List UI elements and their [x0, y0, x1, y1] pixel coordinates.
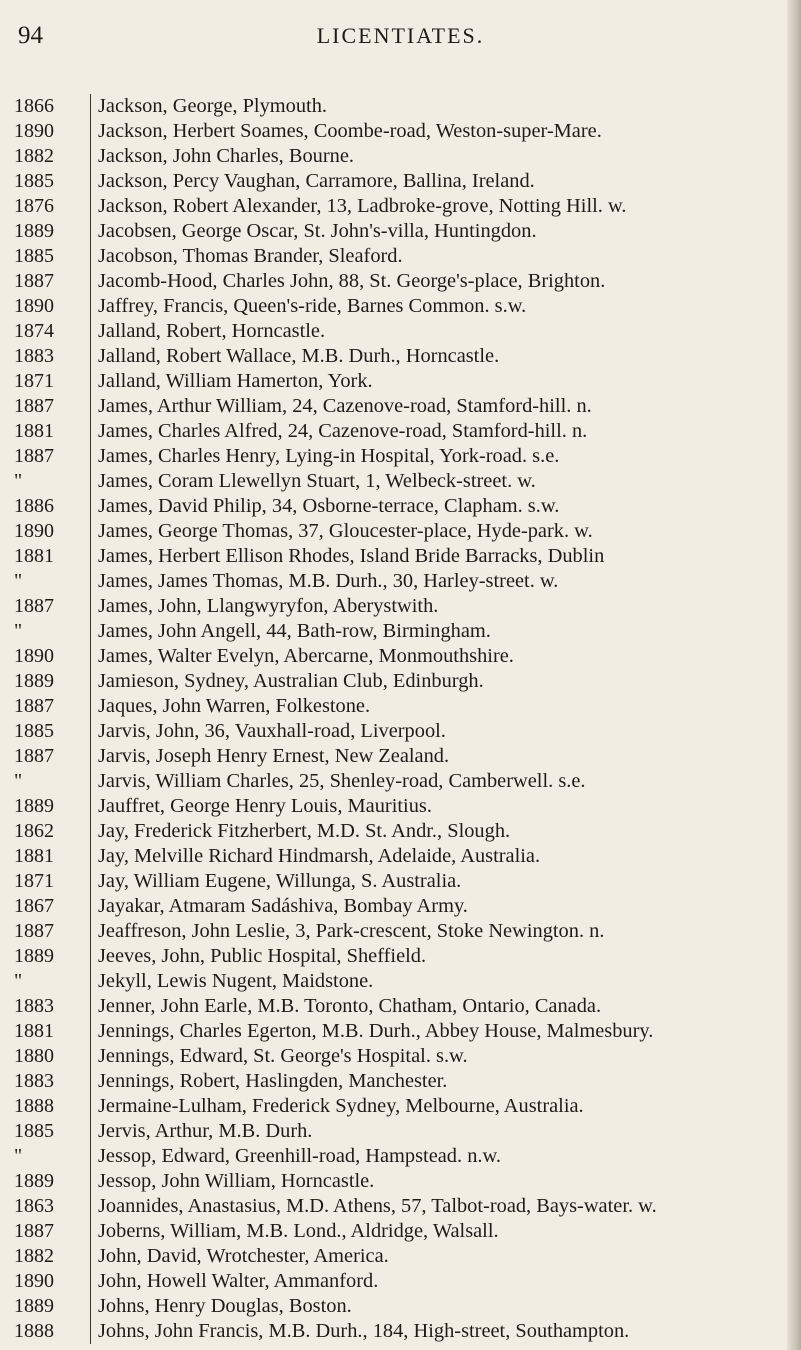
- list-item: [14, 469, 789, 494]
- entry-text: Joberns, William, M.B. Lond., Aldridge, Walsall.: [90, 1219, 789, 1244]
- list-item: [14, 544, 789, 569]
- list-item: [14, 219, 789, 244]
- list-item: [14, 169, 789, 194]
- entry-year: 1887: [14, 445, 54, 467]
- entry-year: ": [14, 1145, 23, 1167]
- entry-year: 1885: [14, 245, 54, 267]
- entry-year: 1862: [14, 820, 54, 842]
- entry-text: Jauffret, George Henry Louis, Mauritius.: [90, 794, 789, 819]
- entry-year: 1889: [14, 670, 54, 692]
- entry-year: 1867: [14, 895, 54, 917]
- list-item: [14, 144, 789, 169]
- entry-year: 1889: [14, 945, 54, 967]
- entry-text: James, Herbert Ellison Rhodes, Island Bride Barracks, Dublin: [90, 544, 789, 569]
- entry-text: Jeaffreson, John Leslie, 3, Park-crescent, Stoke Newington. n.: [90, 919, 789, 944]
- entry-year: ": [14, 570, 23, 592]
- entry-year: 1881: [14, 845, 54, 867]
- entry-text: Jeeves, John, Public Hospital, Sheffield.: [90, 944, 789, 969]
- entry-year: 1890: [14, 295, 54, 317]
- entry-text: James, Walter Evelyn, Abercarne, Monmouthshire.: [90, 644, 789, 669]
- entry-text: John, Howell Walter, Ammanford.: [90, 1269, 789, 1294]
- entry-year: 1883: [14, 1070, 54, 1092]
- entry-year: 1885: [14, 1120, 54, 1142]
- list-item: [14, 894, 789, 919]
- entry-year: 1887: [14, 920, 54, 942]
- entry-year: 1874: [14, 320, 54, 342]
- entry-year: 1881: [14, 420, 54, 442]
- entry-year: 1888: [14, 1095, 54, 1117]
- list-item: [14, 744, 789, 769]
- entry-year: 1890: [14, 645, 54, 667]
- entry-year: 1880: [14, 1045, 54, 1067]
- list-item: [14, 519, 789, 544]
- entry-year: 1887: [14, 595, 54, 617]
- entry-year: 1890: [14, 1270, 54, 1292]
- list-item: [14, 294, 789, 319]
- entry-text: James, Arthur William, 24, Cazenove-road, Stamford-hill. n.: [90, 394, 789, 419]
- entry-text: Jay, Melville Richard Hindmarsh, Adelaide, Australia.: [90, 844, 789, 869]
- entry-text: Jenner, John Earle, M.B. Toronto, Chatham, Ontario, Canada.: [90, 994, 789, 1019]
- entry-text: Joannides, Anastasius, M.D. Athens, 57, Talbot-road, Bays-water. w.: [90, 1194, 789, 1219]
- list-item: [14, 1119, 789, 1144]
- entry-text: Jessop, Edward, Greenhill-road, Hampstead. n.w.: [90, 1144, 789, 1169]
- entry-text: Jalland, William Hamerton, York.: [90, 369, 789, 394]
- entry-text: Jay, William Eugene, Willunga, S. Australia.: [90, 869, 789, 894]
- list-item: [14, 769, 789, 794]
- entry-text: Jaques, John Warren, Folkestone.: [90, 694, 789, 719]
- list-item: [14, 419, 789, 444]
- entry-year: 1888: [14, 1320, 54, 1342]
- entry-year: 1887: [14, 695, 54, 717]
- list-item: [14, 569, 789, 594]
- list-item: [14, 919, 789, 944]
- entry-year: ": [14, 970, 23, 992]
- list-item: [14, 819, 789, 844]
- entry-year: 1887: [14, 745, 54, 767]
- list-item: [14, 369, 789, 394]
- list-item: [14, 994, 789, 1019]
- list-item: [14, 494, 789, 519]
- list-item: [14, 1169, 789, 1194]
- list-item: [14, 944, 789, 969]
- entry-text: James, George Thomas, 37, Gloucester-place, Hyde-park. w.: [90, 519, 789, 544]
- entry-text: Jacobsen, George Oscar, St. John's-villa, Huntingdon.: [90, 219, 789, 244]
- list-item: [14, 319, 789, 344]
- entry-text: Jervis, Arthur, M.B. Durh.: [90, 1119, 789, 1144]
- entry-year: ": [14, 770, 23, 792]
- entry-text: Jekyll, Lewis Nugent, Maidstone.: [90, 969, 789, 994]
- list-item: [14, 394, 789, 419]
- entry-text: Jarvis, John, 36, Vauxhall-road, Liverpool.: [90, 719, 789, 744]
- list-item: [14, 669, 789, 694]
- entry-text: Johns, John Francis, M.B. Durh., 184, High-street, Southampton.: [90, 1319, 789, 1344]
- entry-year: 1885: [14, 170, 54, 192]
- entry-text: James, John, Llangwyryfon, Aberystwith.: [90, 594, 789, 619]
- list-item: [14, 1219, 789, 1244]
- list-item: [14, 244, 789, 269]
- entry-year: 1883: [14, 345, 54, 367]
- entry-text: James, Charles Henry, Lying-in Hospital, York-road. s.e.: [90, 444, 789, 469]
- entry-year: 1863: [14, 1195, 54, 1217]
- entry-text: Jalland, Robert, Horncastle.: [90, 319, 789, 344]
- list-item: [14, 1194, 789, 1219]
- entry-year: ": [14, 620, 23, 642]
- entry-text: Jennings, Robert, Haslingden, Manchester.: [90, 1069, 789, 1094]
- list-item: [14, 194, 789, 219]
- entry-text: Jackson, George, Plymouth.: [90, 94, 789, 119]
- entry-year: ": [14, 470, 23, 492]
- entry-text: Jackson, John Charles, Bourne.: [90, 144, 789, 169]
- entry-text: James, Coram Llewellyn Stuart, 1, Welbeck-street. w.: [90, 469, 789, 494]
- entry-year: 1882: [14, 1245, 54, 1267]
- list-item: [14, 1144, 789, 1169]
- entry-text: John, David, Wrotchester, America.: [90, 1244, 789, 1269]
- entry-year: 1887: [14, 1220, 54, 1242]
- entry-year: 1890: [14, 520, 54, 542]
- entry-text: Jamieson, Sydney, Australian Club, Edinburgh.: [90, 669, 789, 694]
- list-item: [14, 1269, 789, 1294]
- entry-year: 1881: [14, 1020, 54, 1042]
- list-item: [14, 344, 789, 369]
- entry-text: Jackson, Robert Alexander, 13, Ladbroke-grove, Notting Hill. w.: [90, 194, 789, 219]
- entry-year: 1866: [14, 95, 54, 117]
- entry-year: 1889: [14, 795, 54, 817]
- entry-year: 1889: [14, 220, 54, 242]
- list-item: [14, 844, 789, 869]
- running-head: LICENTIATES.: [316, 23, 485, 48]
- list-item: [14, 1319, 789, 1344]
- entry-text: Jarvis, Joseph Henry Ernest, New Zealand.: [90, 744, 789, 769]
- list-item: [14, 94, 789, 119]
- entry-text: Jennings, Charles Egerton, M.B. Durh., Abbey House, Malmesbury.: [90, 1019, 789, 1044]
- entry-year: 1886: [14, 495, 54, 517]
- entry-year: 1889: [14, 1295, 54, 1317]
- list-item: [14, 694, 789, 719]
- entry-year: 1871: [14, 870, 54, 892]
- entry-year: 1883: [14, 995, 54, 1017]
- entry-year: 1881: [14, 545, 54, 567]
- list-item: [14, 1019, 789, 1044]
- entry-text: Jaffrey, Francis, Queen's-ride, Barnes Common. s.w.: [90, 294, 789, 319]
- list-item: [14, 969, 789, 994]
- page-edge-shadow: [787, 0, 801, 1350]
- entry-text: James, David Philip, 34, Osborne-terrace, Clapham. s.w.: [90, 494, 789, 519]
- entry-text: Jalland, Robert Wallace, M.B. Durh., Horncastle.: [90, 344, 789, 369]
- entry-text: Jermaine-Lulham, Frederick Sydney, Melbourne, Australia.: [90, 1094, 789, 1119]
- list-item: [14, 1244, 789, 1269]
- entry-text: Johns, Henry Douglas, Boston.: [90, 1294, 789, 1319]
- entry-text: Jayakar, Atmaram Sadáshiva, Bombay Army.: [90, 894, 789, 919]
- entry-year: 1882: [14, 145, 54, 167]
- entry-text: Jay, Frederick Fitzherbert, M.D. St. Andr., Slough.: [90, 819, 789, 844]
- list-item: [14, 269, 789, 294]
- entry-year: 1889: [14, 1170, 54, 1192]
- list-item: [14, 719, 789, 744]
- entry-year: 1871: [14, 370, 54, 392]
- licentiates-list: [14, 94, 789, 1344]
- entry-text: Jackson, Herbert Soames, Coombe-road, Weston-super-Mare.: [90, 119, 789, 144]
- entry-year: 1887: [14, 270, 54, 292]
- entry-text: Jacobson, Thomas Brander, Sleaford.: [90, 244, 789, 269]
- page-number: 94: [18, 22, 43, 49]
- entry-year: 1876: [14, 195, 54, 217]
- list-item: [14, 1044, 789, 1069]
- list-item: [14, 594, 789, 619]
- list-item: [14, 119, 789, 144]
- page-header: [0, 14, 801, 54]
- entry-year: 1887: [14, 395, 54, 417]
- list-item: [14, 1094, 789, 1119]
- entry-year: 1890: [14, 120, 54, 142]
- entry-year: 1885: [14, 720, 54, 742]
- entry-text: James, Charles Alfred, 24, Cazenove-road, Stamford-hill. n.: [90, 419, 789, 444]
- list-item: [14, 1294, 789, 1319]
- entry-text: Jessop, John William, Horncastle.: [90, 1169, 789, 1194]
- entry-text: Jarvis, William Charles, 25, Shenley-road, Camberwell. s.e.: [90, 769, 789, 794]
- entry-text: Jennings, Edward, St. George's Hospital. s.w.: [90, 1044, 789, 1069]
- entry-text: James, James Thomas, M.B. Durh., 30, Harley-street. w.: [90, 569, 789, 594]
- entry-text: James, John Angell, 44, Bath-row, Birmingham.: [90, 619, 789, 644]
- list-item: [14, 1069, 789, 1094]
- entry-text: Jackson, Percy Vaughan, Carramore, Ballina, Ireland.: [90, 169, 789, 194]
- list-item: [14, 444, 789, 469]
- list-item: [14, 644, 789, 669]
- entry-text: Jacomb-Hood, Charles John, 88, St. George's-place, Brighton.: [90, 269, 789, 294]
- list-item: [14, 869, 789, 894]
- list-item: [14, 619, 789, 644]
- list-item: [14, 794, 789, 819]
